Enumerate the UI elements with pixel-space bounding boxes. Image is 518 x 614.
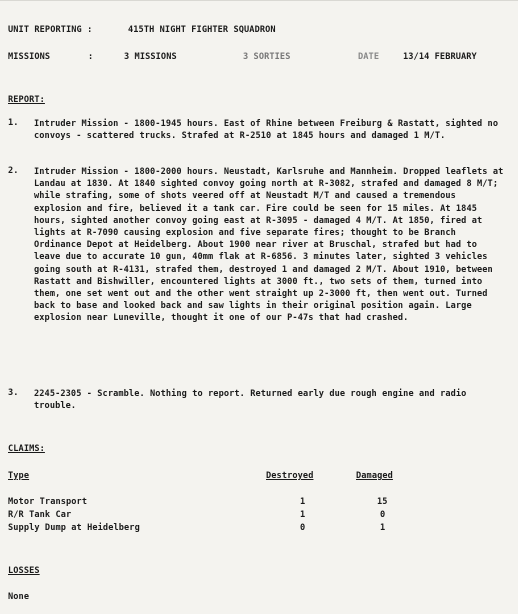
claims-row-type: R/R Tank Car — [8, 510, 72, 520]
unit-reporting-value: 415TH NIGHT FIGHTER SQUADRON — [128, 25, 276, 35]
report-item-number: 3. — [8, 388, 19, 398]
claims-row-type: Motor Transport — [8, 497, 88, 507]
report-item-text: Intruder Mission - 1800-1945 hours. East of Rhine between Freiburg & Rastatt, sighted no convoys - scattered trucks. Strafed at R-2510 at 1845 hours and damaged 1 M/T. — [34, 119, 499, 142]
claims-heading: CLAIMS: — [8, 444, 45, 454]
losses-heading: LOSSES — [8, 566, 40, 576]
missions-value: 3 MISSIONS — [124, 52, 177, 62]
top-edge — [0, 0, 518, 1]
claims-row-damaged: 0 — [380, 510, 386, 520]
date-label: DATE — [358, 52, 380, 62]
claims-row-destroyed: 0 — [300, 523, 306, 533]
missions-label: MISSIONS — [8, 52, 51, 62]
claims-row-damaged: 15 — [377, 497, 388, 507]
unit-reporting-label: UNIT REPORTING : — [8, 25, 93, 35]
missions-colon: : — [88, 52, 94, 62]
losses-value: None — [8, 592, 30, 602]
date-value: 13/14 FEBRUARY — [403, 52, 477, 62]
claims-column-destroyed: Destroyed — [266, 471, 314, 481]
report-item-number: 2. — [8, 166, 19, 176]
report-item-text: 2245-2305 - Scramble. Nothing to report. Returned early due rough engine and radio trouble. — [34, 389, 467, 412]
claims-row-destroyed: 1 — [300, 497, 306, 507]
sorties-value: 3 SORTIES — [243, 52, 291, 62]
claims-column-type: Type — [8, 471, 30, 481]
report-item-number: 1. — [8, 118, 19, 128]
claims-column-damaged: Damaged — [356, 471, 393, 481]
claims-row-destroyed: 1 — [300, 510, 306, 520]
report-heading: REPORT: — [8, 95, 45, 105]
report-item-text: Intruder Mission - 1800-2000 hours. Neustadt, Karlsruhe and Mannheim. Dropped leaflets at Landau at 1830. At 1840 sighted convoy going north at R-3082, strafed and damaged 8 M/T; while strafing, some of shots veered off at Neustadt M/T and caused a tremendous explosion and fire, believed it a tank car. Fire could be seen for 15 miles. At 1845 hours, sighted another convoy going east at R-3095 - damaged 4 M/T. At 1850, fired at lights at R-7090 causing explosion and five separate fires; thought to be Branch Ordinance Depot at Heidelberg. About 1900 near river at Bruschal, strafed but had to leave due to accurate 10 gun, 40mm flak at R-6856. 3 minutes later, sighted 3 vehicles going south at R-4131, strafed them, destroyed 1 and damaged 2 M/T. About 1910, between Rastatt and Bishwiller, encountered lights at 3000 ft., two sets of them, turned into them, one set went out and the other went straight up 2-3000 ft, then went out. Turned back to base and looked back and saw lights in their original position again. Large explosion near Luneville, thought it one of our P-47s that had crashed. — [34, 167, 504, 324]
claims-row-type: Supply Dump at Heidelberg — [8, 523, 140, 533]
claims-row-damaged: 1 — [380, 523, 386, 533]
